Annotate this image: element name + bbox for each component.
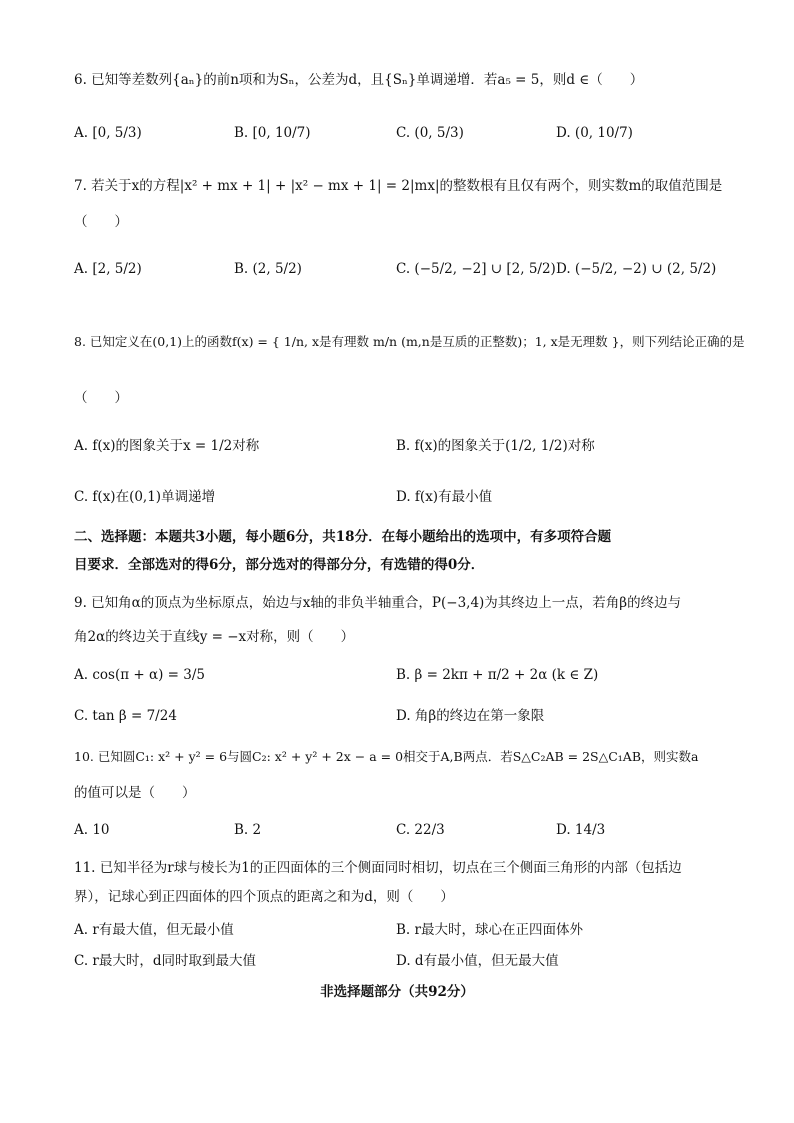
q9-option-c: C. tan β = 7/24 <box>74 708 177 724</box>
q10-option-c: C. 22/3 <box>396 822 445 838</box>
q8-stem-cont: （ ） <box>74 390 128 406</box>
q6-option-d: D. (0, 10/7) <box>556 125 633 141</box>
q10-stem: 10. 已知圆C₁: x² + y² = 6与圆C₂: x² + y² + 2x − a = 0相交于A,B两点．若S△C₂AB = 2S△C₁AB，则实数a <box>74 749 699 764</box>
q10-option-a: A. 10 <box>74 822 110 838</box>
q10-option-d: D. 14/3 <box>556 822 606 838</box>
q11-stem: 11. 已知半径为r球与棱长为1的正四面体的三个侧面同时相切，切点在三个侧面三角形的内部（包括边 <box>74 860 682 876</box>
q8-stem: 8. 已知定义在(0,1)上的函数f(x) = { 1/n, x是有理数 m/n (m,n是互质的正整数)；1, x是无理数 }，则下列结论正确的是 <box>74 334 745 349</box>
q7-option-c: C. (−5/2, −2] ∪ [2, 5/2) <box>396 261 556 277</box>
q11-option-b: B. r最大时，球心在正四面体外 <box>396 922 583 938</box>
q7-option-b: B. (2, 5/2) <box>234 261 302 277</box>
q6-stem: 6. 已知等差数列{aₙ}的前n项和为Sₙ，公差为d，且{Sₙ}单调递增．若a₅ = 5，则d ∈（ ） <box>74 72 644 88</box>
q11-option-d: D. d有最小值，但无最大值 <box>396 953 559 969</box>
q9-stem: 9. 已知角α的顶点为坐标原点，始边与x轴的非负半轴重合，P(−3,4)为其终边上一点，若角β的终边与 <box>74 595 682 611</box>
q9-option-b: B. β = 2kπ + π/2 + 2α (k ∈ Z) <box>396 667 599 683</box>
q11-option-c: C. r最大时，d同时取到最大值 <box>74 953 257 969</box>
q7-option-d: D. (−5/2, −2) ∪ (2, 5/2) <box>556 261 717 277</box>
q7-stem-cont: （ ） <box>74 214 128 230</box>
q6-option-c: C. (0, 5/3) <box>396 125 464 141</box>
q10-option-b: B. 2 <box>234 822 262 838</box>
q6-option-a: A. [0, 5/3) <box>74 125 142 141</box>
q8-option-d: D. f(x)有最小值 <box>396 489 493 505</box>
q8-option-c: C. f(x)在(0,1)单调递增 <box>74 489 216 505</box>
section-heading-line1: 二、选择题：本题共3小题，每小题6分，共18分．在每小题给出的选项中，有多项符合题 <box>74 529 612 545</box>
q9-stem-cont: 角2α的终边关于直线y = −x对称，则（ ） <box>74 629 355 645</box>
q9-option-a: A. cos(π + α) = 3/5 <box>74 667 205 683</box>
section-heading-line2: 目要求．全部选对的得6分，部分选对的得部分分，有选错的得0分． <box>74 557 485 573</box>
q6-option-b: B. [0, 10/7) <box>234 125 311 141</box>
q8-option-a: A. f(x)的图象关于x = 1/2对称 <box>74 438 260 454</box>
q11-option-a: A. r有最大值，但无最小值 <box>74 922 234 938</box>
q8-option-b: B. f(x)的图象关于(1/2, 1/2)对称 <box>396 438 595 454</box>
q9-option-d: D. 角β的终边在第一象限 <box>396 708 545 724</box>
q7-option-a: A. [2, 5/2) <box>74 261 142 277</box>
q10-stem-cont: 的值可以是（ ） <box>74 785 196 801</box>
q7-stem: 7. 若关于x的方程|x² + mx + 1| + |x² − mx + 1| = 2|mx|的整数根有且仅有两个，则实数m的取值范围是 <box>74 178 723 194</box>
section-title-non-choice: 非选择题部分（共92分） <box>320 984 474 1000</box>
q11-stem-cont: 界），记球心到正四面体的四个顶点的距离之和为d，则（ ） <box>74 889 454 905</box>
